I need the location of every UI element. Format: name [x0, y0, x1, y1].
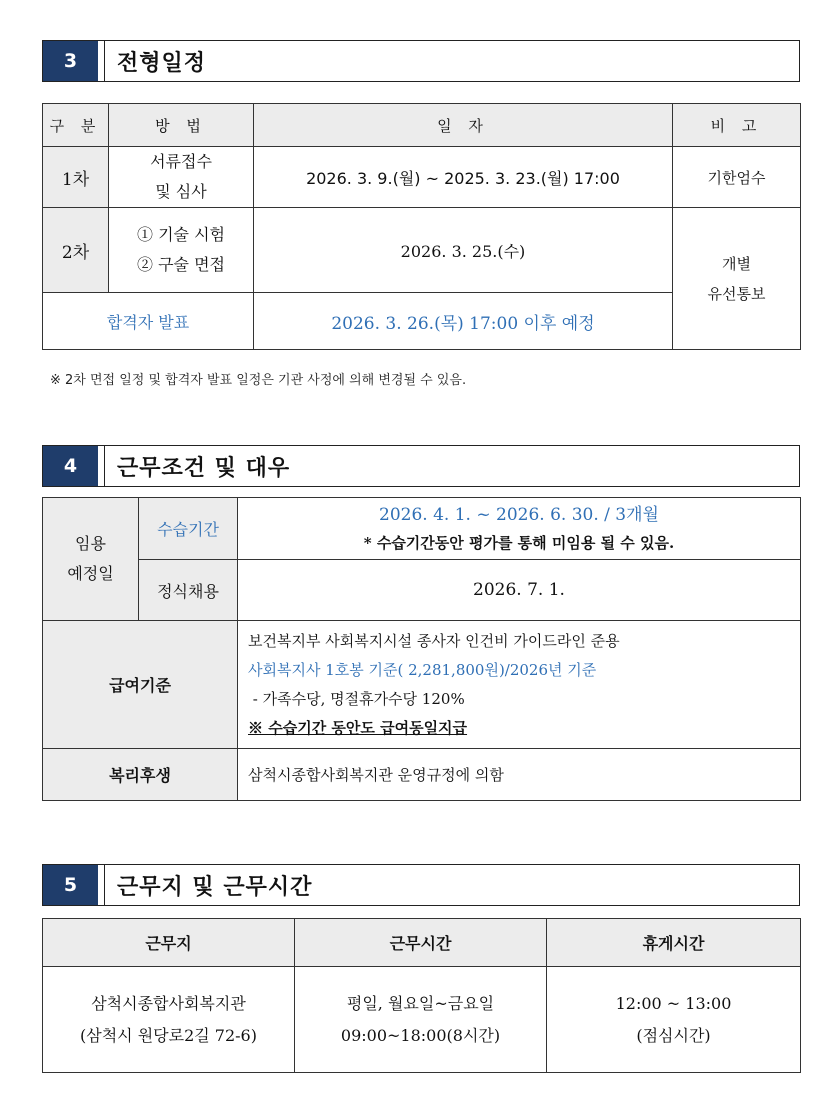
- remark-2: [673, 208, 801, 350]
- salary-line-4: ※ 수습기간 동안도 급여동일지급: [248, 718, 468, 737]
- workplace-place: [43, 967, 295, 1073]
- method-1: [109, 147, 254, 208]
- remark-1: 기한엄수: [673, 147, 801, 208]
- welfare-value: 삼척시종합사회복지관 운영규정에 의함: [238, 749, 801, 801]
- workplace-hours: [295, 967, 547, 1073]
- workplace-break-line-1: 12:00 ~ 13:00: [615, 993, 732, 1013]
- section-5-title: 근무지 및 근무시간: [117, 874, 313, 900]
- probation-value: [238, 498, 801, 560]
- stage-2: 2차: [43, 208, 109, 293]
- salary-value: [238, 621, 801, 749]
- regular-row: [43, 560, 801, 621]
- workplace-header-place: 근무지: [43, 919, 295, 967]
- date-1: 2026. 3. 9.(월) ~ 2025. 3. 23.(월) 17:00: [254, 147, 673, 208]
- section-3-number-wrap: [43, 41, 105, 81]
- section-3-header: [42, 40, 800, 82]
- section-4-header: [42, 445, 800, 487]
- section-5-header: [42, 864, 800, 906]
- probation-period: 2026. 4. 1. ~ 2026. 6. 30. / 3개월: [379, 504, 659, 525]
- workplace-header-row: [43, 919, 801, 967]
- result-label: 합격자 발표: [43, 293, 254, 350]
- regular-date: 2026. 7. 1.: [238, 560, 801, 621]
- date-2: 2026. 3. 25.(수): [254, 208, 673, 293]
- schedule-header-row: [43, 104, 801, 147]
- section-3-title: 전형일정: [117, 50, 207, 76]
- schedule-row-1: [43, 147, 801, 208]
- workplace-hours-line-1: 평일, 월요일~금요일: [346, 993, 495, 1013]
- section-4-title: 근무조건 및 대우: [117, 455, 291, 481]
- remark-2-line-2: 유선통보: [707, 284, 766, 303]
- remark-2-line-1: 개별: [722, 254, 751, 273]
- workplace-row: [43, 967, 801, 1073]
- appointment-label-line-1: 임용: [75, 534, 106, 553]
- workplace-break-line-2: (점심시간): [636, 1025, 711, 1045]
- conditions-table: [42, 497, 801, 801]
- method-2-line-2: ② 구술 면접: [137, 255, 225, 274]
- appointment-label: [43, 498, 139, 621]
- section-5-number-wrap: [43, 865, 105, 905]
- regular-label: 정식채용: [139, 560, 238, 621]
- section-5-number: 5: [43, 865, 104, 905]
- workplace-place-line-2: (삼척시 원당로2길 72-6): [80, 1025, 257, 1045]
- method-2: [109, 208, 254, 293]
- method-2-line-1: ① 기술 시험: [137, 225, 225, 244]
- workplace-table: [42, 918, 801, 1073]
- appointment-label-line-2: 예정일: [67, 564, 114, 583]
- probation-label: 수습기간: [139, 498, 238, 560]
- workplace-hours-line-2: 09:00~18:00(8시간): [340, 1025, 501, 1045]
- probation-note: * 수습기간동안 평가를 통해 미임용 될 수 있음.: [363, 533, 675, 552]
- salary-label: 급여기준: [43, 621, 238, 749]
- schedule-header-stage: 구 분: [43, 104, 109, 147]
- method-1-line-2: 및 심사: [155, 182, 207, 201]
- workplace-header-break: 휴게시간: [547, 919, 801, 967]
- section-3-number: 3: [43, 41, 104, 81]
- section-4-number-wrap: [43, 446, 105, 486]
- welfare-label: 복리후생: [43, 749, 238, 801]
- method-1-line-1: 서류접수: [150, 152, 212, 171]
- stage-1: 1차: [43, 147, 109, 208]
- salary-row: [43, 621, 801, 749]
- result-date: 2026. 3. 26.(목) 17:00 이후 예정: [254, 293, 673, 350]
- schedule-header-method: 방 법: [109, 104, 254, 147]
- schedule-note: ※ 2차 면접 일정 및 합격자 발표 일정은 기관 사정에 의해 변경될 수 있음.: [50, 373, 467, 388]
- workplace-place-line-1: 삼척시종합사회복지관: [91, 993, 246, 1013]
- salary-line-2: 사회복지사 1호봉 기준( 2,281,800원)/2026년 기준: [248, 660, 597, 679]
- schedule-row-2: [43, 208, 801, 293]
- salary-line-3: - 가족수당, 명절휴가수당 120%: [248, 689, 465, 708]
- welfare-row: [43, 749, 801, 801]
- workplace-break: [547, 967, 801, 1073]
- schedule-header-remark: 비 고: [673, 104, 801, 147]
- salary-line-1: 보건복지부 사회복지시설 종사자 인건비 가이드라인 준용: [248, 631, 620, 650]
- schedule-table: [42, 103, 801, 350]
- section-4-number: 4: [43, 446, 104, 486]
- workplace-header-hours: 근무시간: [295, 919, 547, 967]
- probation-row: [43, 498, 801, 560]
- schedule-header-date: 일 자: [254, 104, 673, 147]
